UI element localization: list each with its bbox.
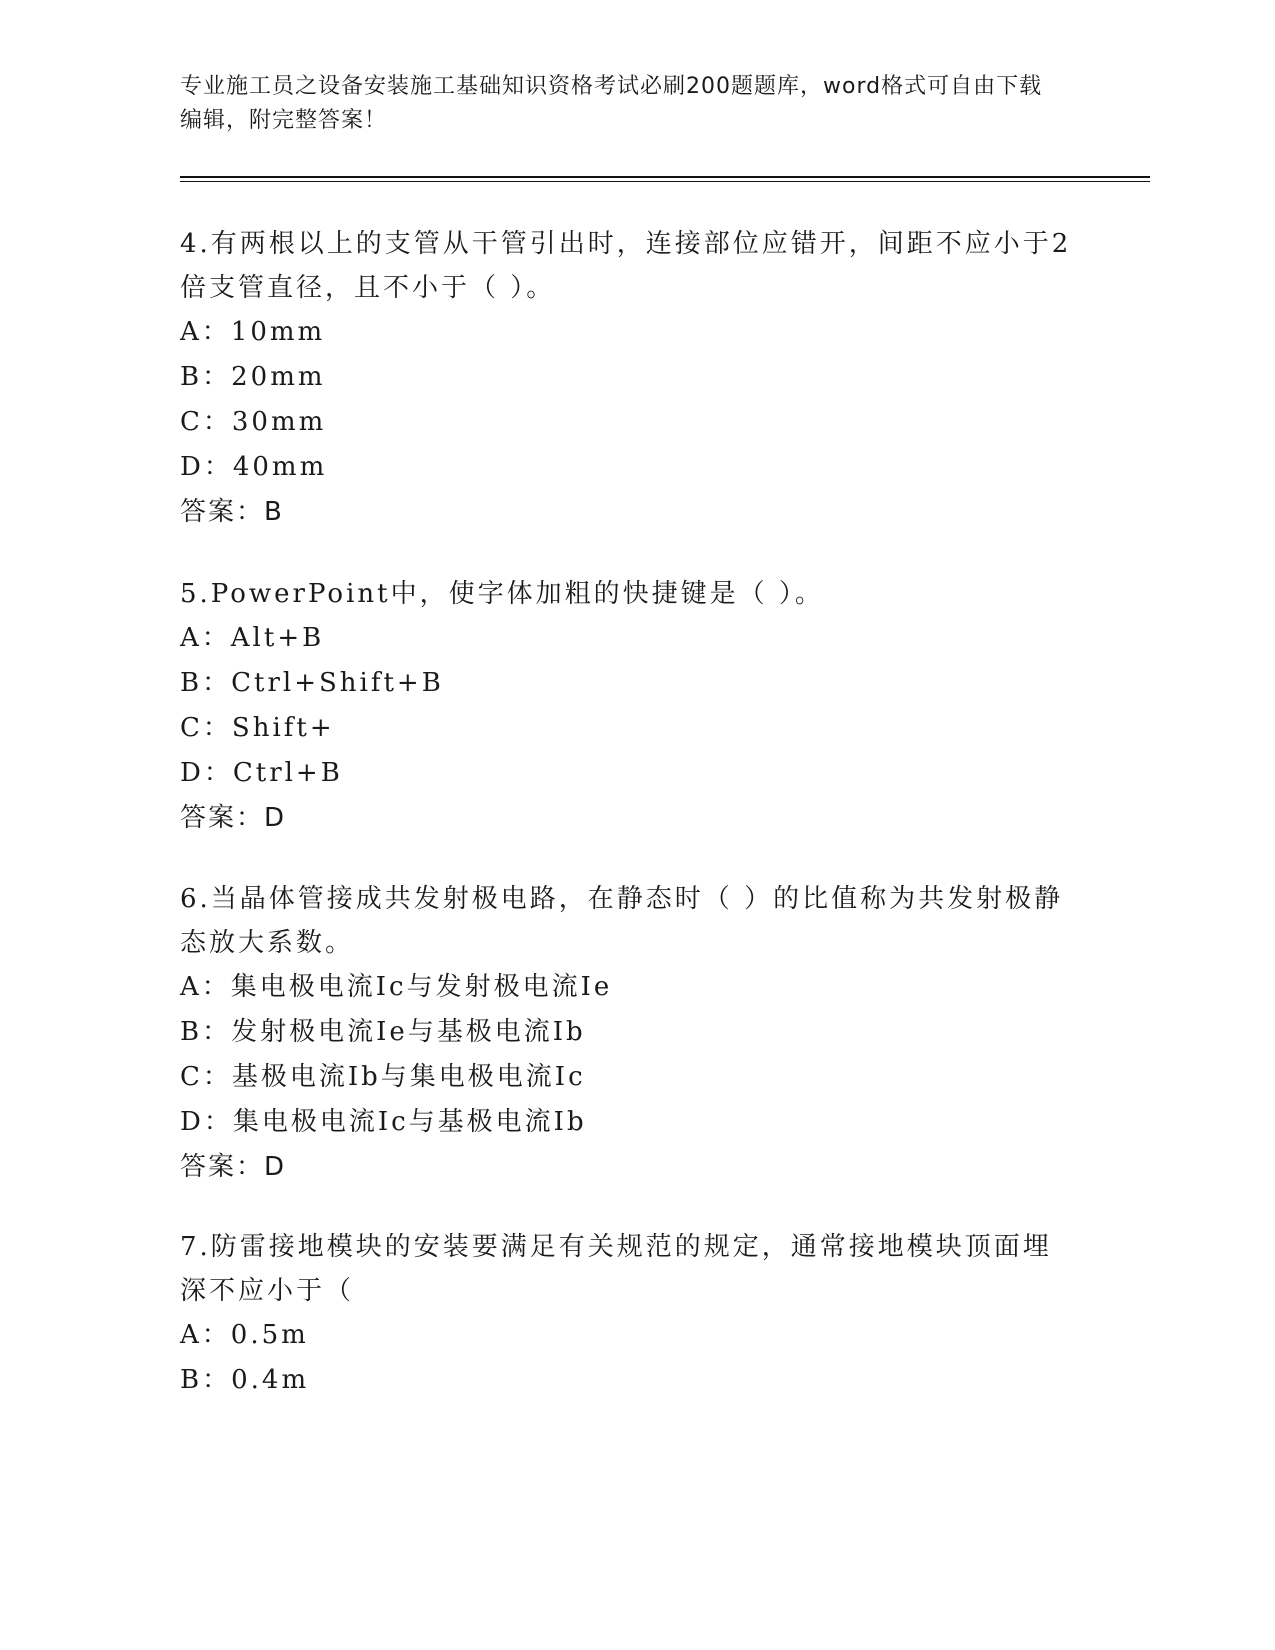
answer: 答案：D <box>180 803 287 833</box>
option-b: B：20mm <box>180 362 326 392</box>
question-text: 7.防雷接地模块的安装要满足有关规范的规定，通常接地模块顶面埋深不应小于（ <box>180 1232 1052 1306</box>
question-text: 5.PowerPoint中，使字体加粗的快捷键是（ ）。 <box>180 579 824 609</box>
option-d: D：40mm <box>180 452 328 482</box>
option-a: A：Alt+B <box>180 623 325 653</box>
option-a: A：0.5m <box>180 1320 309 1350</box>
answer: 答案：B <box>180 497 284 527</box>
question-6 <box>180 877 1080 1190</box>
option-b: B：发射极电流Ie与基极电流Ib <box>180 1017 586 1047</box>
option-d: D：Ctrl+B <box>180 758 343 788</box>
option-a: A：集电极电流Ic与发射极电流Ie <box>180 972 613 1002</box>
question-text: 6.当晶体管接成共发射极电路，在静态时（ ）的比值称为共发射极静态放大系数。 <box>180 884 1064 958</box>
option-a: A：10mm <box>180 317 326 347</box>
option-c: C：30mm <box>180 407 327 437</box>
option-d: D：集电极电流Ic与基极电流Ib <box>180 1107 587 1137</box>
option-b: B：Ctrl+Shift+B <box>180 668 444 698</box>
document-header: 专业施工员之设备安装施工基础知识资格考试必刷200题题库，word格式可自由下载编辑，附完整答案！ <box>180 74 1043 133</box>
option-b: B：0.4m <box>180 1365 310 1395</box>
header-divider <box>180 176 1150 178</box>
option-c: C：Shift+ <box>180 713 335 743</box>
question-7 <box>180 1225 1080 1403</box>
header-divider-thin <box>180 181 1150 182</box>
question-text: 4.有两根以上的支管从干管引出时，连接部位应错开，间距不应小于2倍支管直径，且不小于（ ）。 <box>180 229 1072 303</box>
question-5 <box>180 572 1080 841</box>
question-4 <box>180 222 1080 535</box>
option-c: C：基极电流Ib与集电极电流Ic <box>180 1062 586 1092</box>
answer: 答案：D <box>180 1152 287 1182</box>
